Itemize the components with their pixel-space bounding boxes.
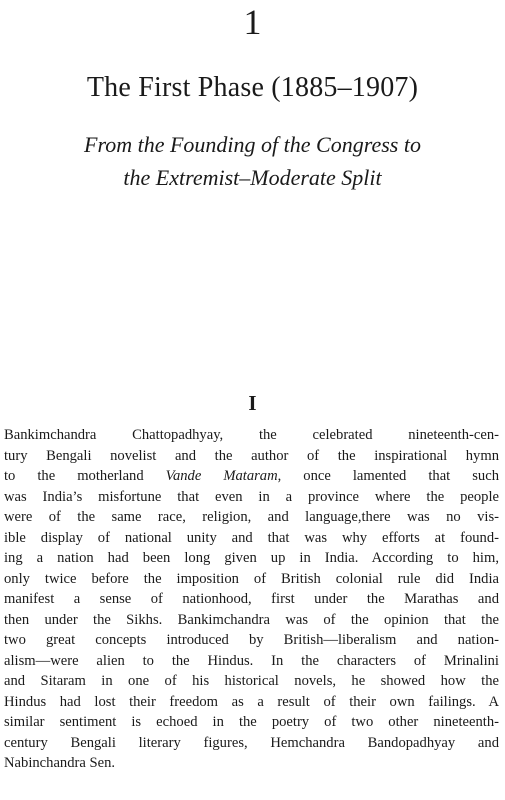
paragraph-line-13: and Sitaram in one of his historical novels, he showed how the (4, 673, 499, 689)
paragraph-line-5: were of the same race, religion, and language,there was no vis- (4, 509, 499, 525)
paragraph-line-3-post: , once lamented that such (277, 468, 499, 484)
chapter-subtitle-line-2: the Extremist–Moderate Split (123, 165, 382, 190)
paragraph-line-10: then under the Sikhs. Bankimchandra was of the opinion that the (4, 611, 499, 628)
paragraph-line-16: century Bengali literary figures, Hemchandra Bandopadhyay and (4, 734, 499, 751)
paragraph-line-3 (4, 466, 499, 487)
paragraph-line-15: similar sentiment is echoed in the poetry of two other nineteenth- (4, 714, 499, 730)
hymn-title: Vande Mataram (165, 468, 278, 484)
paragraph-line-3-pre: to the motherland (4, 468, 166, 484)
paragraph-line-6: ible display of national unity and that was why efforts at found- (4, 529, 499, 546)
chapter-subtitle-line-1: From the Founding of the Congress to (84, 132, 421, 157)
paragraph-line-12: alism—were alien to the Hindus. In the characters of Mrinalini (4, 652, 499, 669)
paragraph-line-7: ing a nation had been long given up in India. According to him, (4, 550, 499, 566)
paragraph-line-9: manifest a sense of nationhood, first under the Marathas and (4, 591, 499, 607)
paragraph-line-2: tury Bengali novelist and the author of the inspirational hymn (4, 447, 499, 464)
chapter-number: 1 (243, 2, 262, 42)
chapter-subtitle (0, 128, 505, 194)
paragraph-line-1: Bankimchandra Chattopadhyay, the celebrated nineteenth-cen- (4, 427, 499, 443)
chapter-title: The First Phase (1885–1907) (86, 72, 419, 103)
paragraph-line-14: Hindus had lost their freedom as a result of their own failings. A (4, 693, 499, 710)
section-number: I (248, 391, 257, 415)
paragraph-line-8: only twice before the imposition of British colonial rule did India (4, 570, 499, 587)
body-paragraph (4, 425, 499, 774)
paragraph-line-11: two great concepts introduced by British—liberalism and nation- (4, 632, 499, 648)
paragraph-line-17: Nabinchandra Sen. (4, 755, 116, 771)
paragraph-line-4: was India’s misfortune that even in a province where the people (4, 488, 499, 505)
